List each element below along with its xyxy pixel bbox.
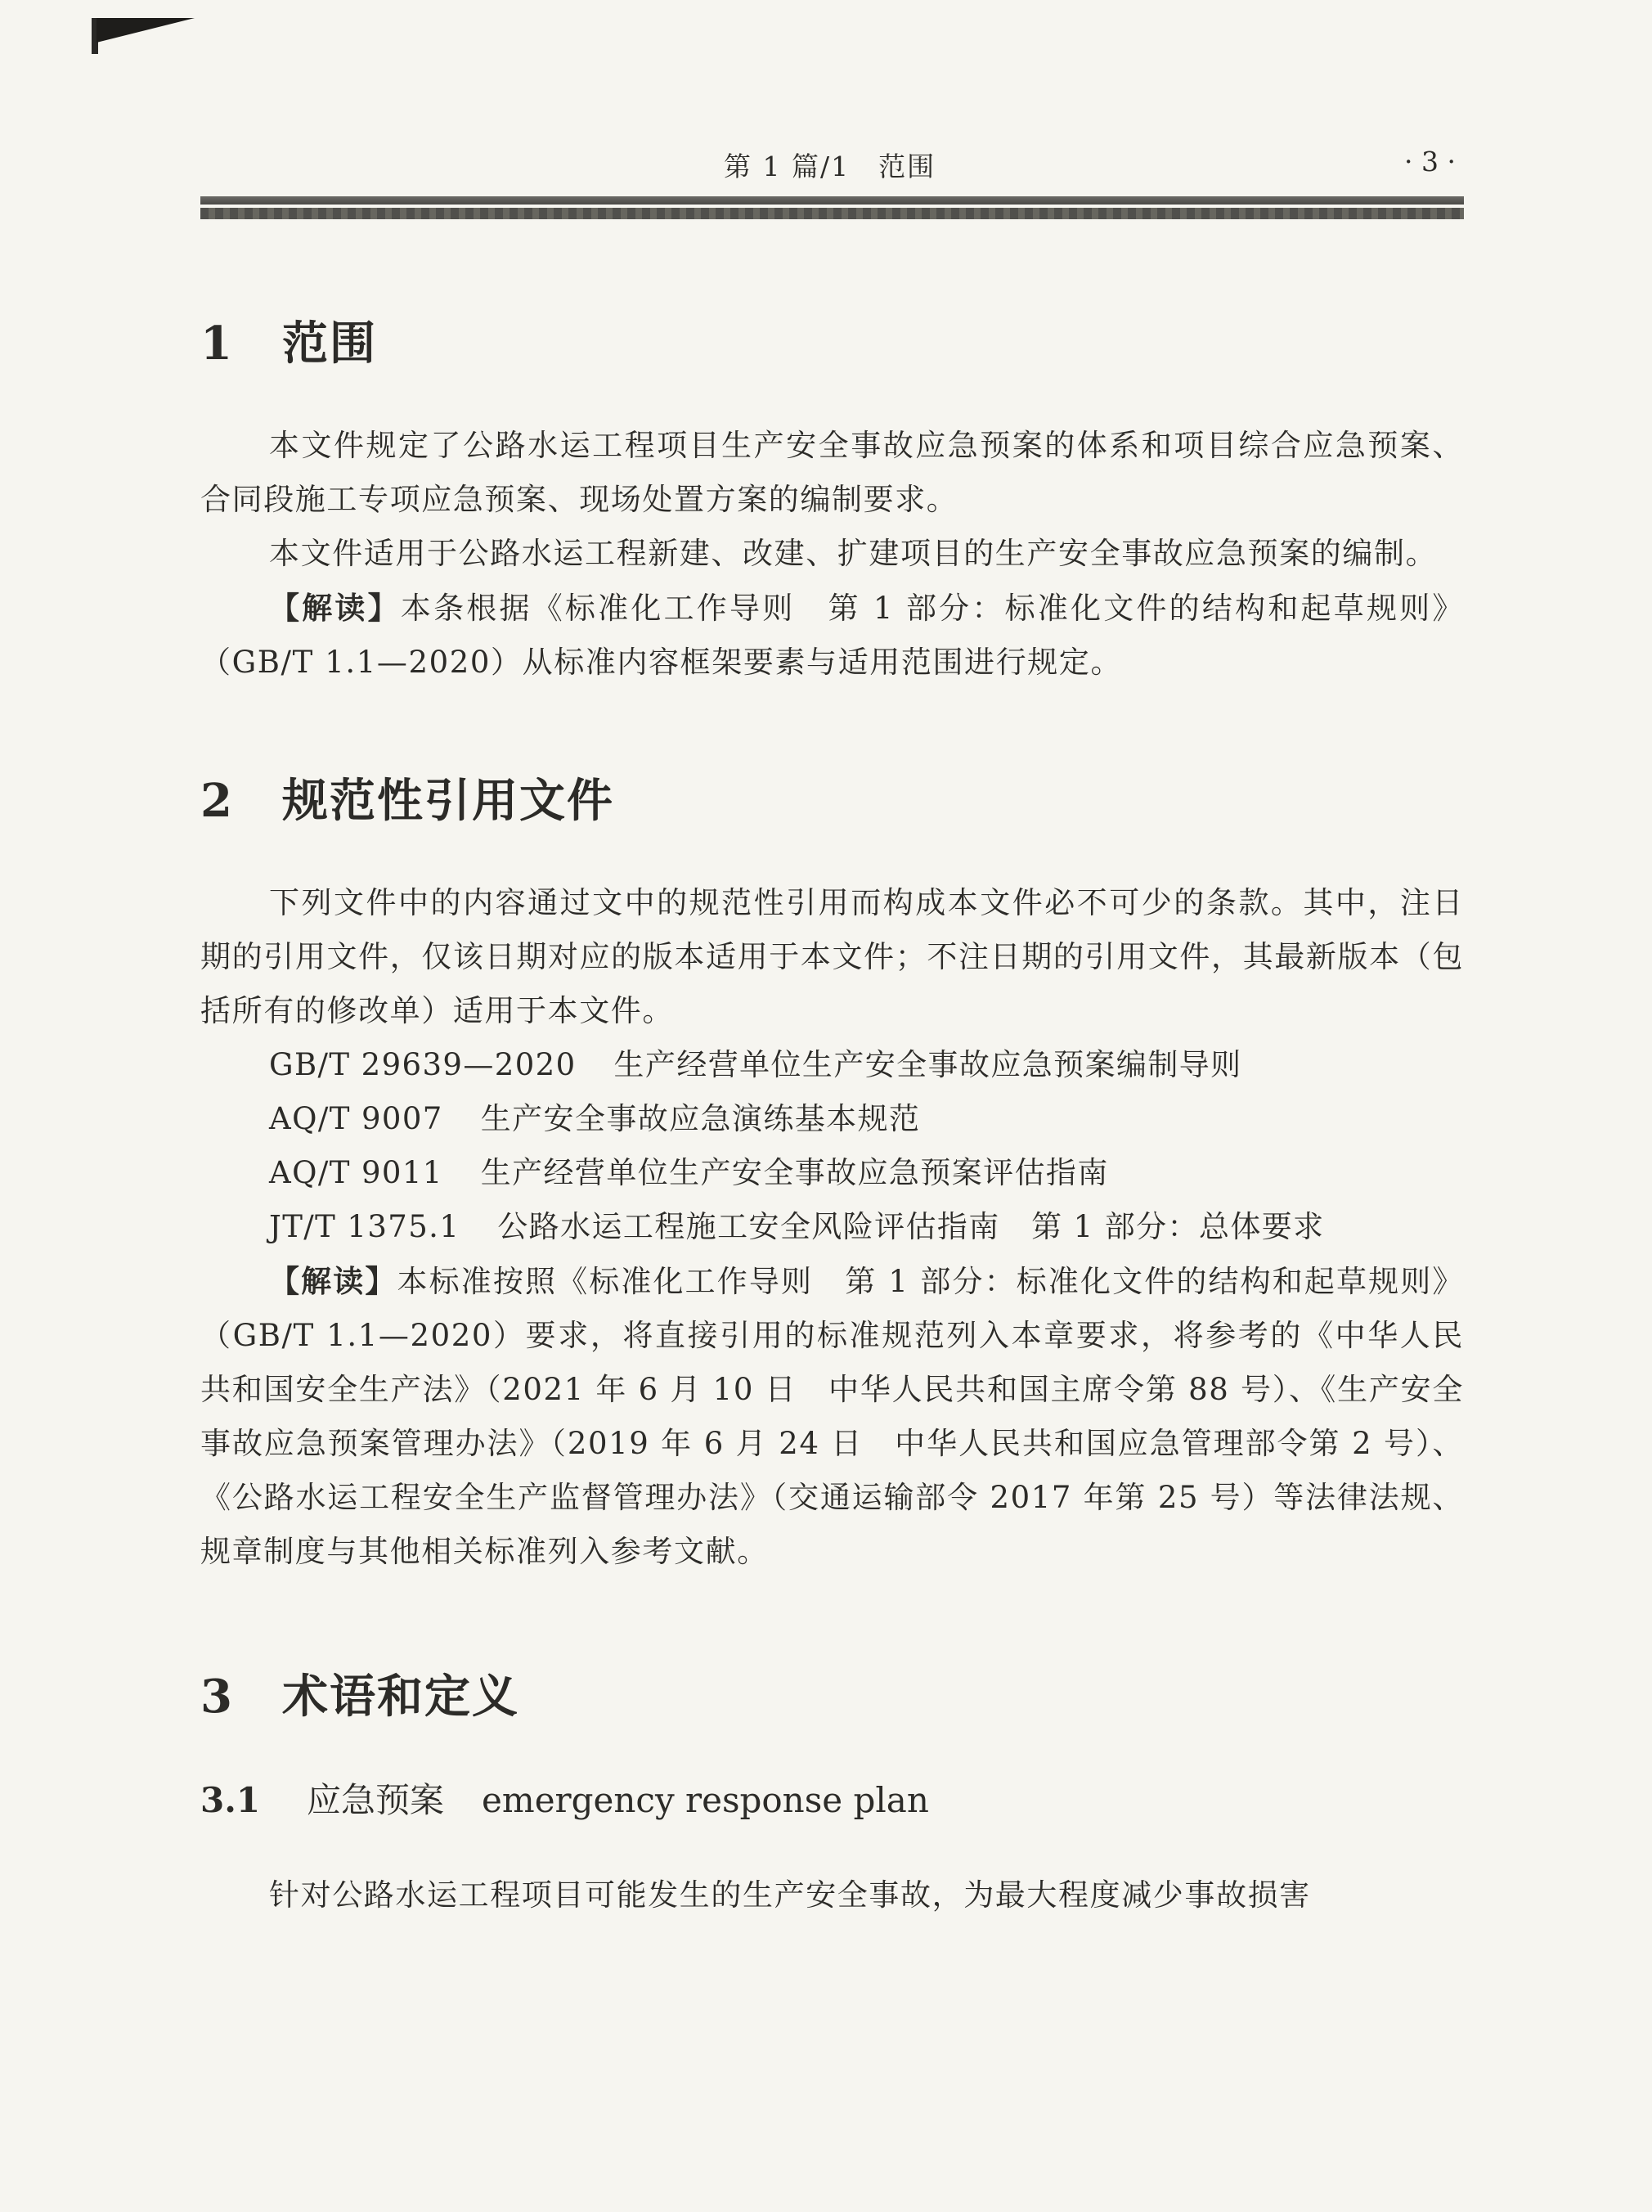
reference-code: GB/T 29639—2020 bbox=[269, 1047, 577, 1082]
reference-title: 生产经营单位生产安全事故应急预案评估指南 bbox=[480, 1155, 1109, 1190]
section-1-heading bbox=[200, 311, 1464, 376]
section-2-intro: 下列文件中的内容通过文中的规范性引用而构成本文件必不可少的条款。其中，注日期的引用文件，仅该日期对应的版本适用于本文件；不注日期的引用文件，其最新版本（包括所有的修改单）适用于本文件。 bbox=[200, 885, 1464, 1028]
header-rule-textured bbox=[200, 208, 1464, 219]
section-1-interpretation bbox=[200, 581, 1464, 690]
reference-code: AQ/T 9011 bbox=[269, 1155, 443, 1190]
term-title: 应急预案 bbox=[307, 1780, 445, 1820]
section-3-number: 3 bbox=[200, 1670, 234, 1724]
interpretation-text: 本条根据《标准化工作导则 第 1 部分：标准化文件的结构和起草规则》（GB/T 1.1—2020）从标准内容框架要素与适用范围进行规定。 bbox=[200, 591, 1464, 680]
section-1-paragraph: 本文件规定了公路水运工程项目生产安全事故应急预案的体系和项目综合应急预案、合同段施工专项应急预案、现场处置方案的编制要求。 bbox=[200, 428, 1464, 517]
section-1-number: 1 bbox=[200, 317, 234, 371]
page-body bbox=[200, 311, 1464, 1922]
section-2-heading bbox=[200, 768, 1464, 834]
reference-item bbox=[200, 1146, 1464, 1200]
reference-title: 生产安全事故应急演练基本规范 bbox=[480, 1101, 921, 1136]
subsection-number: 3.1 bbox=[200, 1780, 261, 1820]
interpretation-label: 【解读】 bbox=[269, 590, 401, 626]
reference-title: 生产经营单位生产安全事故应急预案编制导则 bbox=[613, 1047, 1242, 1082]
section-1-paragraph: 本文件适用于公路水运工程新建、改建、扩建项目的生产安全事故应急预案的编制。 bbox=[269, 536, 1438, 571]
term-english: emergency response plan bbox=[482, 1780, 929, 1820]
header-rule-thick bbox=[200, 196, 1464, 205]
reference-item bbox=[200, 1200, 1464, 1254]
reference-code: AQ/T 9007 bbox=[269, 1101, 443, 1136]
running-head-title: 第 1 篇/1 范围 bbox=[724, 151, 936, 182]
section-2-title: 规范性引用文件 bbox=[282, 775, 614, 828]
interpretation-text: 本标准按照《标准化工作导则 第 1 部分：标准化文件的结构和起草规则》（GB/T 1.1—2020）要求，将直接引用的标准规范列入本章要求，将参考的《中华人民共和国安全生产法》（2021 年 6 月 10 日 中华人民共和国主席令第 88 号）、《生产安全事故应急预案管理办法》（2019 年 6 月 24 日 中华人民共和国应急管理部令第 2 号）、《公路水运工程安全生产监督管理办法》（交通运输部令 2017 年第 25 号）等法律法规、规章制度与其他相关标准列入参考文献。 bbox=[200, 1264, 1464, 1569]
running-head bbox=[200, 146, 1464, 187]
reference-item bbox=[200, 1092, 1464, 1146]
scan-corner-shadow bbox=[97, 18, 195, 43]
subsection-3-1-heading bbox=[200, 1772, 1464, 1829]
term-definition: 针对公路水运工程项目可能发生的生产安全事故，为最大程度减少事故损害 bbox=[269, 1877, 1311, 1913]
section-1-title: 范围 bbox=[282, 317, 377, 371]
section-2-number: 2 bbox=[200, 774, 234, 828]
page-number: · 3 · bbox=[1404, 146, 1456, 178]
interpretation-label: 【解读】 bbox=[269, 1263, 397, 1299]
reference-item bbox=[200, 1038, 1464, 1092]
section-2-interpretation bbox=[200, 1254, 1464, 1579]
section-3-title: 术语和定义 bbox=[282, 1670, 519, 1724]
reference-title: 公路水运工程施工安全风险评估指南 第 1 部分：总体要求 bbox=[497, 1209, 1325, 1244]
section-3-heading bbox=[200, 1664, 1464, 1729]
reference-code: JT/T 1375.1 bbox=[269, 1209, 460, 1244]
